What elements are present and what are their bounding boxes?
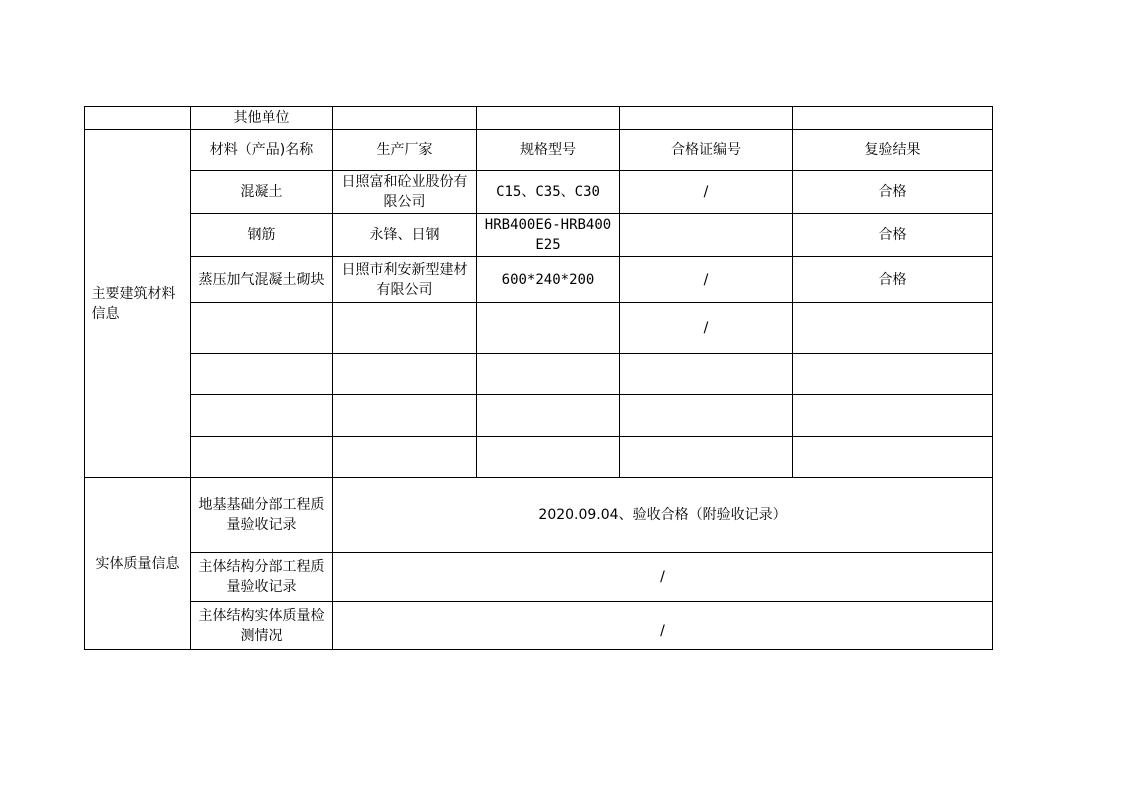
table-row	[85, 257, 993, 303]
manufacturer	[333, 354, 477, 395]
quality-row	[85, 478, 993, 553]
header-material-name: 材料（产品)名称	[191, 130, 333, 171]
quality-row	[85, 602, 993, 650]
quality-item-label: 地基基础分部工程质量验收记录	[191, 478, 333, 553]
spec-model	[477, 395, 620, 437]
manufacturer: 日照市利安新型建材有限公司	[333, 257, 477, 303]
retest-result	[793, 354, 993, 395]
quality-row	[85, 553, 993, 602]
manufacturer	[333, 303, 477, 354]
retest-result	[793, 437, 993, 478]
manufacturer	[333, 395, 477, 437]
spec-model: 600*240*200	[477, 257, 620, 303]
material-name	[191, 395, 333, 437]
certificate-no: /	[620, 303, 793, 354]
retest-result	[793, 303, 993, 354]
material-name: 钢筋	[191, 214, 333, 257]
retest-result: 合格	[793, 214, 993, 257]
table-row	[85, 171, 993, 214]
spec-model: HRB400E6-HRB400E25	[477, 214, 620, 257]
engineering-info-table	[84, 106, 993, 650]
material-name	[191, 303, 333, 354]
spec-model: C15、C35、C30	[477, 171, 620, 214]
materials-section-label: 主要建筑材料信息	[85, 130, 191, 478]
manufacturer: 日照富和砼业股份有限公司	[333, 171, 477, 214]
table-row	[85, 303, 993, 354]
materials-header-row	[85, 130, 993, 171]
certificate-no: /	[620, 257, 793, 303]
quality-item-label: 主体结构实体质量检测情况	[191, 602, 333, 650]
blank-cell	[85, 107, 191, 130]
quality-item-label: 主体结构分部工程质量验收记录	[191, 553, 333, 602]
manufacturer	[333, 437, 477, 478]
header-spec-model: 规格型号	[477, 130, 620, 171]
spec-model	[477, 437, 620, 478]
retest-result: 合格	[793, 171, 993, 214]
other-units-label: 其他单位	[191, 107, 333, 130]
spec-model	[477, 303, 620, 354]
certificate-no	[620, 395, 793, 437]
header-certificate-no: 合格证编号	[620, 130, 793, 171]
blank-cell	[333, 107, 477, 130]
spec-model	[477, 354, 620, 395]
retest-result: 合格	[793, 257, 993, 303]
table-row	[85, 437, 993, 478]
retest-result	[793, 395, 993, 437]
certificate-no	[620, 354, 793, 395]
manufacturer: 永锋、日钢	[333, 214, 477, 257]
table-row	[85, 214, 993, 257]
material-name: 蒸压加气混凝土砌块	[191, 257, 333, 303]
header-retest-result: 复验结果	[793, 130, 993, 171]
blank-cell	[793, 107, 993, 130]
certificate-no: /	[620, 171, 793, 214]
header-manufacturer: 生产厂家	[333, 130, 477, 171]
material-name	[191, 354, 333, 395]
other-units-row	[85, 107, 993, 130]
material-name: 混凝土	[191, 171, 333, 214]
quality-item-value: /	[333, 553, 993, 602]
material-name	[191, 437, 333, 478]
table-row	[85, 395, 993, 437]
certificate-no	[620, 214, 793, 257]
certificate-no	[620, 437, 793, 478]
table-row	[85, 354, 993, 395]
blank-cell	[477, 107, 620, 130]
quality-item-value: 2020.09.04、验收合格（附验收记录）	[333, 478, 993, 553]
quality-item-value: /	[333, 602, 993, 650]
blank-cell	[620, 107, 793, 130]
quality-section-label: 实体质量信息	[85, 478, 191, 650]
